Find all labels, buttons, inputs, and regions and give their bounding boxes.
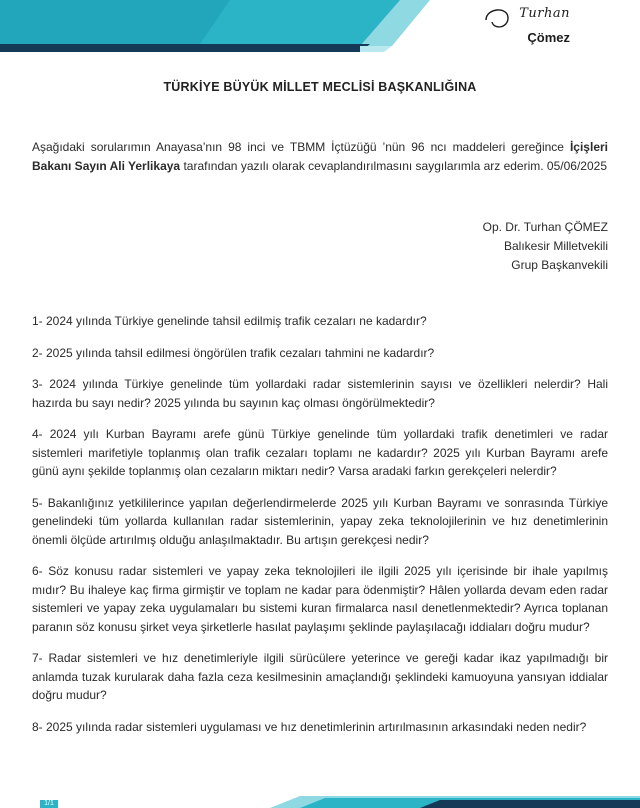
signature-block bbox=[388, 218, 608, 275]
question-3: 3- 2024 yılında Türkiye genelinde tüm yollardaki radar sistemlerinin sayısı ve özellikleri nelerdir? Hali hazırda bu sayı nedir? 2025 yılında bu sayının kaç olması öngörülmektedir? bbox=[32, 377, 608, 410]
logo-name: Çömez bbox=[527, 30, 570, 45]
intro-addressee: İçişleri Bakanı Sayın Ali Yerlikaya bbox=[32, 140, 608, 173]
question-4: 4- 2024 yılı Kurban Bayramı arefe günü Türkiye genelinde tüm yollardaki trafik denetimleri ve radar sistemleri marifetiyle toplanmış olan trafik cezaları toplamı ne kadardır? 2025 yılı Kurban Bayramı arefe günü aynı şekilde toplanmış olan cezaların miktarı nedir? Varsa aradaki farkın gerekçeleri nelerdir? bbox=[32, 427, 608, 478]
signature-name: Op. Dr. Turhan ÇÖMEZ bbox=[482, 220, 608, 234]
logo-swirl-icon bbox=[482, 4, 512, 34]
footer-banner bbox=[0, 788, 640, 808]
intro-text-end: tarafından yazılı olarak cevaplandırılmasını saygılarımla arz ederim. 05/06/2025 bbox=[183, 159, 607, 173]
question-2: 2- 2025 yılında tahsil edilmesi öngörülen trafik cezaları tahmini ne kadardır? bbox=[32, 345, 435, 360]
turhan-comez-logo bbox=[480, 4, 570, 48]
question-1: 1- 2024 yılında Türkiye genelinde tahsil edilmiş trafik cezaları ne kadardır? bbox=[32, 314, 427, 328]
question-6: 6- Söz konusu radar sistemleri ve yapay zeka teknolojileri ile ilgili 2025 yılı içerisinde bir ihale yapılmış mıdır? Bu ihaleye kaç firma girmiştir ve toplam ne kadar para ödenmiştir? Hâlen yollarda devam eden radar sistemleri ve yapay zeka uygulamaları bu sistemi kuran firmalarca nasıl denetlenmektedir? Ayrıca toplanan paranın söz konusu şirket veya şirketlerle hasılat paylaşımı şeklinde paylaşılacağı iddiaları doğru mudur? bbox=[32, 564, 608, 634]
question-8: 8- 2025 yılında radar sistemleri uygulaması ve hız denetimlerinin artırılmasının arkasındaki neden nedir? bbox=[32, 719, 587, 734]
question-7: 7- Radar sistemleri ve hız denetimleriyle ilgili sürücülere yeterince ve gereği kadar ikaz yapılmadığı bir anlamda tuzak kurularak daha fazla ceza kesilmesinin amaçlandığı şeklindeki kamuoyuna yansıyan iddialar doğru mudur? bbox=[32, 651, 608, 702]
logo-signature: Turhan bbox=[519, 6, 570, 21]
question-5: 5- Bakanlığınız yetkililerince yapılan değerlendirmelerde 2025 yılı Kurban Bayramı ve sonrasında Türkiye genelindeki tüm yollarda kullanılan radar sistemlerinin, yapay zeka teknolojilerinin ve hız denetimlerinin önemli ölçüde artırılmış olduğu anlaşılmaktadır. Bu artışın gerekçesi nedir? bbox=[32, 495, 608, 547]
page-number-badge: 1/1 bbox=[40, 800, 58, 808]
signature-title: Grup Başkanvekili bbox=[511, 258, 608, 272]
document-title: TÜRKİYE BÜYÜK MİLLET MECLİSİ BAŞKANLIĞINA bbox=[163, 80, 477, 94]
signature-role: Balıkesir Milletvekili bbox=[503, 239, 608, 253]
footer-banner-shapes bbox=[0, 788, 640, 808]
question-list bbox=[32, 312, 608, 749]
intro-text-start: Aşağıdaki sorularımın Anayasa’nın 98 inci ve TBMM İçtüzüğü ’nün 96 ncı maddeleri gereğince bbox=[32, 140, 564, 154]
intro-paragraph bbox=[32, 138, 608, 176]
